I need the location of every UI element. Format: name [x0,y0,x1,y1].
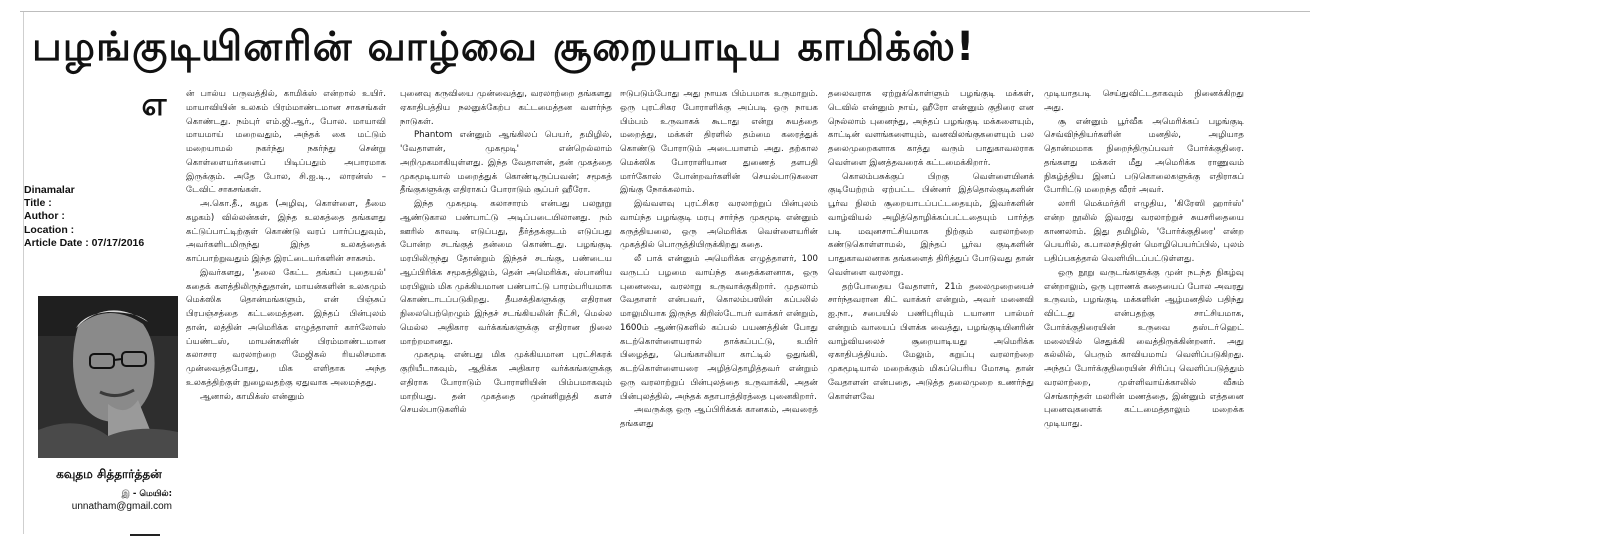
paragraph: முகமூடி என்பது மிக முக்கியமான புரட்சிகரக் குறியீடாகவும், ஆதிக்க அதிகார வர்க்கங்களுக்கு எதிராக போராடும் போராளியின் பிம்பமாகவும் மாறியது. தன் முகத்தை முன்னிறுத்தி களச் செயல்பாடுகளில் [400,350,612,416]
author-photo-graphic [38,296,178,458]
paragraph: லீ பாக் என்னும் அமெரிக்க எழுத்தாளர், 100 வருடப் பழமை வாய்ந்த கதைக்களனாக, ஒரு புனைவை, வரலாறு உருவாக்குகிறார். முதலாம் வேதாளர் என்பவர், கொலம்பஸின் கப்பலில் மாலுமியாக இருந்த கிறிஸ்டோபர் வாக்கர் என்றும், 1600ம் ஆண்டுகளில் கப்பல் பயணத்தின் போது கடற்கொள்ளையரால் தாக்கப்பட்டு, உயிர் பிழைத்து, பெங்காலியா காட்டில் ஒதுங்கி, கடற்கொள்ளையரை அழித்தொழித்தவர் என்றும் ஒரு வரலாற்றுப் பின்புலத்தை உருவாக்கி, அதன் பின்புலத்தில், அந்தக் கதாபாத்திரத்தை புனைகிறார். [620,254,818,402]
headline: பழங்குடியினரின் வாழ்வை சூறையாடிய காமிக்ஸ்! [32,24,976,70]
paragraph: லாரி மெக்மர்த்ரி எழுதிய, 'கிரேஸி ஹார்ஸ்' என்ற நூலில் இவரது வரலாற்றுச் சுயசரிதையை காணலாம். இது தமிழில், 'போர்க்குதிரை' என்ற பெயரில், க.பாலசந்திரன் மொழிபெயர்ப்பில், புலம் பதிப்பகத்தால் வெளியிடப்பட்டுள்ளது. [1044,199,1244,264]
meta-location: Location : [24,223,75,236]
paragraph: அவருக்கு ஒரு ஆப்பிரிக்கக் கானகம், அவரைத் தங்களது [620,405,818,429]
article-meta [24,184,194,250]
author-email: unnatham@gmail.com [71,501,172,512]
paragraph: தலைவராக ஏற்றுக்கொள்ளும் பழங்குடி மக்கள், டெவில் என்னும் நாய், ஹீரோ என்னும் குதிரை என நெல்லாம் புனைந்து, அந்தப் பழங்குடி மக்களையும், காட்டின் வளங்களையும், வனவிலங்குகளையும் பல தலைமுறைகளாக காத்து வரும் பாதுகாவலராக வெள்ளை இனத்தவரைக் கட்டமைக்கிறார். [828,89,1034,168]
author-photo [38,296,178,458]
paragraph: இவர்களது, 'தலை கேட்ட தங்கப் புதையல்' கதைக் களத்திலிருந்துதான், மாயன்களின் உலகமும் மெக்ஸிக தொன்மங்களும், என் பிஞ்சுப் பிரபஞ்சத்தை கட்டமைத்தன. இந்தப் பின்புலம் தான், லத்தின் அமெரிக்க எழுத்தாளர் கார்லோஸ் ப்யண்டஸ், மாயன்களின் பிரம்மாண்டமான கலாசார வரலாற்றை மேஜிகல் ரியலிசமாக முன்வைத்தபோது, மிக எளிதாக அந்த உலகத்திற்குள் நுழைவதற்கு ஏதுவாக அமைந்தது. [186,267,386,388]
paragraph: ஆனால், காமிக்ஸ் என்னும் [200,391,305,402]
meta-article-date: Article Date : 07/17/2016 [24,236,145,249]
article-column-3 [620,88,818,522]
paragraph: கொலம்பசுக்குப் பிறகு வெள்ளையினக் குடியேற்றம் ஏற்பட்ட பின்னர் இத்தொல்குடிகளின் பூர்வ நிலம் சூறையாடப்பட்டதையும், இவர்களின் வாழ்வியல் அழித்தொழிக்கப்பட்டதையும் பார்த்த படி மவுனசாட்சியமாக நிற்கும் வரலாற்றை கண்டுகொள்ளாமல், இந்தப் பூர்வ குடிகளின் பாதுகாவலனாக தங்களைத் திரித்துப் போடுவது தான் வெள்ளை வரலாறு. [828,171,1034,278]
article-column-1 [186,88,386,522]
article-column-5 [1044,88,1244,522]
paragraph: இவ்வளவு புரட்சிகர வரலாற்றுப் பின்புலம் வாய்ந்த பழங்குடி மரபு சார்ந்த முகமூடி என்னும் கருத்தியலை, ஒரு அமெரிக்க வெள்ளையரின் முகத்தில் பொருத்தியிருக்கிறது கதை. [620,199,818,251]
paragraph: இந்த முகமூடி கலாசாரம் என்பது பலநூறு ஆண்டுகால பண்பாட்டு அடிப்படையிலானது. நம் ஊரில் காவடி எடுப்பது, தீர்த்தக்குடம் எடுப்பது போன்ற சடங்குத் தன்மை கொண்டது. பழங்குடி மரபிலிருந்து தோன்றும் இந்தச் சடங்கு, பண்டைய ஆப்பிரிக்க சமூகத்திலும், தென் அமெரிக்க, ஸ்பானிய மரபிலும் மிக முக்கியமான பண்பாட்டு பாரம்பரியமாக கொண்டாடப்படுகிறது. தீயசக்திகளுக்கு எதிரான நிலைபெற்றெழும் இந்தச் சடங்கியலின் நீட்சி, மெல்ல மெல்ல அதிகார வர்க்கங்களுக்கு எதிரான நிலை மாற்றமானது. [400,199,612,347]
top-rule [20,11,1310,12]
article-column-4 [828,88,1034,522]
paragraph: ன் பால்ய பருவத்தில், காமிக்ஸ் என்றால் உயிர். மாயாவியின் உலகம் பிரம்மாண்டமான சாகசங்கள் கொண்டது. நம்புர் எம்.ஜி.ஆர்., போல. மாயாவி மாயமாய் மறைவதும், அந்தக் கை மட்டும் மறையாமல் நகர்ந்து நகர்ந்து சென்று கொள்ளையர்களைப் பிடிப்பதும் அபாரமாக இருக்கும். அதே போல, சி.ஐ.டி., லாரன்ஸ் – டேவிட் சாகசங்கள். [186,89,386,196]
paragraph: அ.கொ.தீ., கழக (அழிவு, கொள்ளை, தீமை கழகம்) வில்லன்கள், இந்த உலகத்தை தங்களது கட்டுப்பாட்டிற்குள் கொண்டு வரப் பார்ப்பதுவும், அவர்களிடமிருந்து இந்த உலகத்தைக் காப்பாற்றுவதும் இந்த இரட்டையர்களின் சாகசம். [186,199,386,264]
meta-source: Dinamalar [24,184,75,196]
left-rule [23,12,24,534]
paragraph: ஒரு நூறு வருடங்களுக்கு முன் நடந்த நிகழ்வு என்றாலும், ஒரு புராணக் கதையைப் போல அவரது உருவம், பழங்குடி மக்களின் ஆழ்மனதில் பதிந்து விட்டது என்பதற்கு சாட்சியமாக, போர்க்குதிரையின் உருவை தஸ்டா்ஹெட் மலையில் செதுக்கி வைத்திருக்கின்றனர். அது கல்லில், பெரும் காவியமாய் வெளிப்படுகிறது. அந்தப் போர்க்குதிரையின் சிரிப்பு வெளிப்படுத்தும் வரலாற்றை, முள்ளிவாய்க்காலில் வீசும் செங்காந்தள் மலரின் மணத்தை, இன்னும் எத்தனை புனைவுகளைக் கட்டமைத்தாலும் மறைக்க முடியாது. [1044,267,1244,429]
paragraph: புனைவு கருவியை முன்வைத்து, வரலாற்றை தங்களது ஏகாதிபத்திய நலனுக்கேற்ப கட்டமைத்தன வளர்ந்த நாடுகள். [400,89,612,127]
paragraph: முடியாதபடி செய்துவிட்டதாகவும் நினைக்கிறது அது. [1044,89,1244,113]
drop-cap: எ [141,85,167,123]
paragraph: சூ என்னும் பூர்வீக அமெரிக்கப் பழங்குடி செவ்விந்தியர்களின் மனதில், அழியாத தொன்மமாக நிறைந்திருப்பவர் போர்க்குதிரை. தங்களது மக்கள் மீது அமெரிக்க ராணுவம் நிகழ்த்திய இனப் படுகொலைகளுக்கு எதிராகப் போரிட்டு மறைந்த வீரர் அவர். [1044,116,1244,196]
email-label: இ - மெயில்: [121,489,172,499]
meta-author: Author : [24,210,65,223]
paragraph: Phantom என்னும் ஆங்கிலப் பெயர், தமிழில், 'வேதாளன், முகமூடி' என்றெல்லாம் அறிமுகமாகியுள்ளது. இந்த வேதாளன், தன் முகத்தை முகமூடியால் மறைத்துக் கொண்டிருப்பவன்; சமூகத் தீங்குகளுக்கு எதிராகப் போராடும் சூப்பர் ஹீரோ. [400,130,612,196]
bottom-rule [130,534,160,536]
paragraph: தற்போதைய வேதாளர், 21ம் தலைமுறையைச் சார்ந்தவரான கிட் வாக்கர் என்றும், அவர் மனைவி ஐ.நா., சபையில் பணிபுரியும் டயானா பால்மர் என்றும் வாயைப் பிளக்க வைத்து, பழங்குடியினரின் வாழ்வியலைச் சூறையாடியது அமெரிக்க ஏகாதிபத்தியம். மேலும், கறுப்பு வரலாற்றை முகமூடியால் மறைக்கும் மிகப்பெரிய மோசடி தான் வேதாளன் என்பதை, அடுத்த தலைமுறை உணர்ந்து கொள்ளவே [828,281,1034,402]
author-name: கவுதம சித்தார்த்தன் [56,467,162,481]
article-column-2 [400,88,612,522]
meta-title: Title : [24,197,52,210]
paragraph: ஈடுபடும்போது அது நாயக பிம்பமாக உருமாறும். ஒரு புரட்சிகர போராளிக்கு அப்படி ஒரு நாயக பிம்பம் உருவாகக் கூடாது என்று சுயத்தை மறைத்து, மக்கள் திரளில் தம்மை கரைத்துக் கொண்டு போராடும் அடையாளம் அது. தற்கால மெக்ஸிக போராளியான துணைத் தளபதி மார்கோஸ் போன்றவர்களின் செயல்பாடுகளை இங்கு நோக்கலாம். [620,89,818,196]
